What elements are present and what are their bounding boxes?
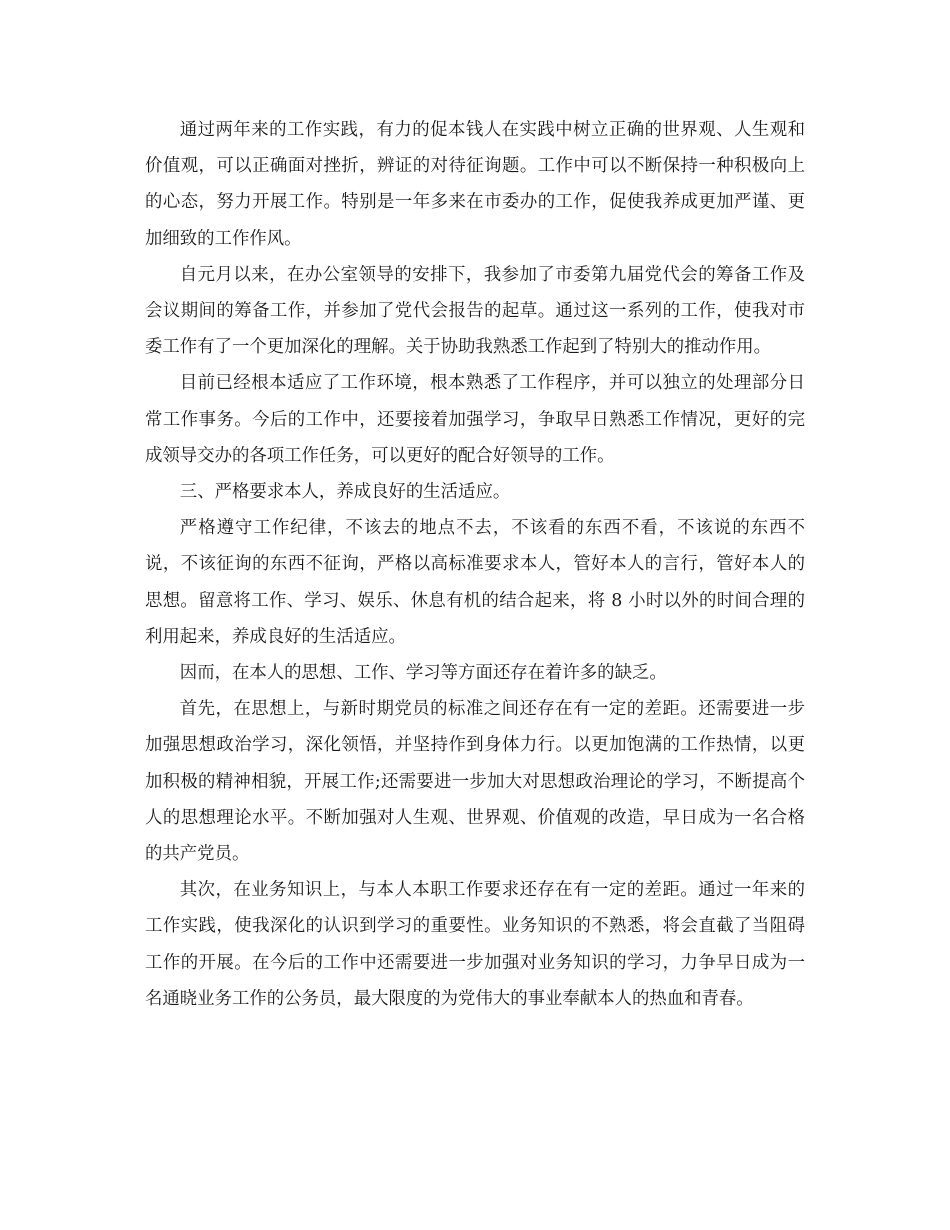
document-body	[145, 112, 805, 1017]
paragraph-work-adaptation: 目前已经根本适应了工作环境，根本熟悉了工作程序，并可以独立的处理部分日常工作事务。今后的工作中，还要接着加强学习，争取早日熟悉工作情况，更好的完成领导交办的各项工作任务，可以更好的配合好领导的工作。	[145, 373, 805, 466]
paragraph-professional-gap: 其次，在业务知识上，与本人本职工作要求还存在有一定的差距。通过一年来的工作实践，使我深化的认识到学习的重要性。业务知识的不熟悉，将会直截了当阻碍工作的开展。在今后的工作中还需要进一步加强对业务知识的学习，力争早日成为一名通晓业务工作的公务员，最大限度的为党伟大的事业奉献本人的热血和青春。	[145, 880, 805, 1009]
paragraph-work-discipline: 严格遵守工作纪律，不该去的地点不去，不该看的东西不看，不该说的东西不说，不该征询的东西不征询，严格以高标准要求本人，管好本人的言行，管好本人的思想。留意将工作、学习、娱乐、休息有机的结合起来，将 8 小时以外的时间合理的利用起来，养成良好的生活适应。	[145, 518, 805, 647]
paragraph-ideological-gap: 首先，在思想上，与新时期党员的标准之间还存在有一定的差距。还需要进一步加强思想政治学习，深化领悟，并坚持作到身体力行。以更加饱满的工作热情，以更加积极的精神相貌，开展工作;还需要进一步加大对思想政治理论的学习，不断提高个人的思想理论水平。不断加强对人生观、世界观、价值观的改造，早日成为一名合格的共产党员。	[145, 699, 805, 865]
paragraph-shortcomings-intro: 因而，在本人的思想、工作、学习等方面还存在着许多的缺乏。	[179, 663, 667, 684]
paragraph-congress-preparation: 自元月以来，在办公室领导的安排下，我参加了市委第九届党代会的筹备工作及会议期间的筹备工作，并参加了党代会报告的起草。通过这一系列的工作，使我对市委工作有了一个更加深化的理解。关于协助我熟悉工作起到了特别大的推动作用。	[145, 264, 805, 358]
paragraph-practice-results: 通过两年来的工作实践，有力的促本钱人在实践中树立正确的世界观、人生观和价值观，可以正确面对挫折，辨证的对待征询题。工作中可以不断保持一种积极向上的心态，努力开展工作。特别是一年多来在市委办的工作，促使我养成更加严谨、更加细致的工作作风。	[145, 120, 805, 249]
section-heading-strict-requirements: 三、严格要求本人，养成良好的生活适应。	[179, 482, 511, 503]
